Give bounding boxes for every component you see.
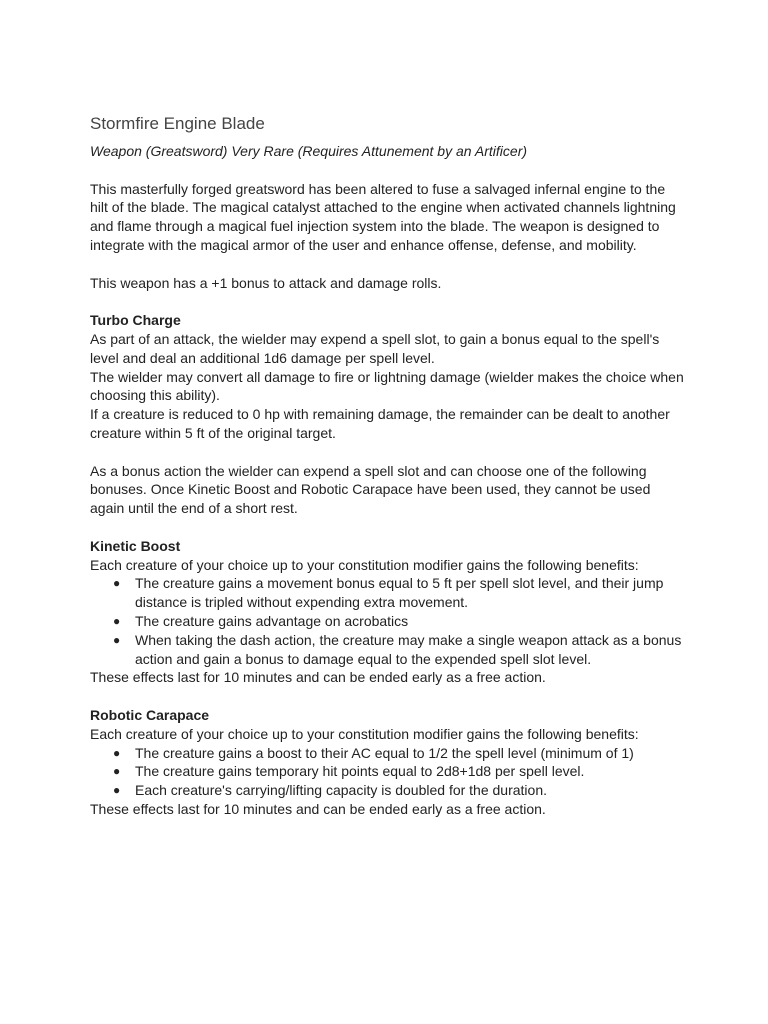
text-line: The wielder may convert all damage to fire or lightning damage (wielder makes the choice when [90,368,684,385]
list-item [90,574,690,612]
bullet-icon: ● [113,745,121,760]
kinetic-boost-section [90,537,690,687]
turbo-charge-section [90,311,690,443]
section-intro: Each creature of your choice up to your constitution modifier gains the following benefits: [90,725,639,742]
item-type-subtitle: Weapon (Greatsword) Very Rare (Requires Attunement by an Artificer) [90,143,528,159]
list-item [90,744,690,763]
text-line: The creature gains a boost to their AC equal to 1/2 the spell level (minimum of 1) [135,744,634,761]
text-line: As part of an attack, the wielder may expend a spell slot, to gain a bonus equal to the spell's [90,330,660,347]
benefit-list [90,574,690,668]
bonus-action-paragraph [90,462,690,518]
bullet-icon: ● [113,613,121,628]
text-line: distance is tripled without expending extra movement. [135,594,469,611]
list-item [90,612,690,631]
text-line: As a bonus action the wielder can expend a spell slot and can choose one of the following [90,462,647,479]
list-item [90,762,690,781]
spacer [90,161,690,180]
page-title: Stormfire Engine Blade [90,114,265,133]
text-line: The creature gains a movement bonus equal to 5 ft per spell slot level, and their jump [135,575,664,592]
robotic-carapace-section [90,706,690,819]
text-line: The creature gains advantage on acrobatics [135,612,409,629]
intro-paragraph [90,180,690,255]
text-line: If a creature is reduced to 0 hp with remaining damage, the remainder can be dealt to another [90,406,670,423]
spacer [90,255,690,274]
text-line: hilt of the blade. The magical catalyst attached to the engine when activated channels lightning [90,199,676,216]
bonus-paragraph: This weapon has a +1 bonus to attack and damage rolls. [90,274,442,291]
text-line: This masterfully forged greatsword has been altered to fuse a salvaged infernal engine to the [90,180,666,197]
section-heading: Robotic Carapace [90,706,210,723]
text-line: integrate with the magical armor of the user and enhance offense, defense, and mobility. [90,236,637,253]
text-line: and flame through a magical fuel injection system into the blade. The weapon is designed to [90,218,660,235]
text-line: The creature gains temporary hit points equal to 2d8+1d8 per spell level. [135,763,585,780]
section-heading: Kinetic Boost [90,537,181,554]
bullet-icon: ● [113,783,121,798]
spacer [90,292,690,311]
bullet-icon: ● [113,632,121,647]
bullet-icon: ● [113,576,121,591]
section-heading: Turbo Charge [90,312,181,329]
text-line: action and gain a bonus to damage equal to the expended spell slot level. [135,650,592,667]
spacer [90,443,690,462]
section-outro: These effects last for 10 minutes and can be ended early as a free action. [90,669,546,686]
text-line: creature within 5 ft of the original target. [90,424,336,441]
bullet-icon: ● [113,764,121,779]
list-item [90,631,690,669]
list-item [90,781,690,800]
section-outro: These effects last for 10 minutes and can be ended early as a free action. [90,800,546,817]
benefit-list [90,744,690,800]
section-intro: Each creature of your choice up to your constitution modifier gains the following benefits: [90,556,639,573]
text-line: choosing this ability). [90,387,220,404]
text-line: bonuses. Once Kinetic Boost and Robotic Carapace have been used, they cannot be used [90,481,651,498]
text-line: Each creature's carrying/lifting capacity is doubled for the duration. [135,782,548,799]
text-line: level and deal an additional 1d6 damage per spell level. [90,349,435,366]
spacer [90,518,690,537]
spacer [90,687,690,706]
text-line: again until the end of a short rest. [90,500,298,517]
text-line: When taking the dash action, the creature may make a single weapon attack as a bonus [135,631,682,648]
document-page [90,113,690,819]
